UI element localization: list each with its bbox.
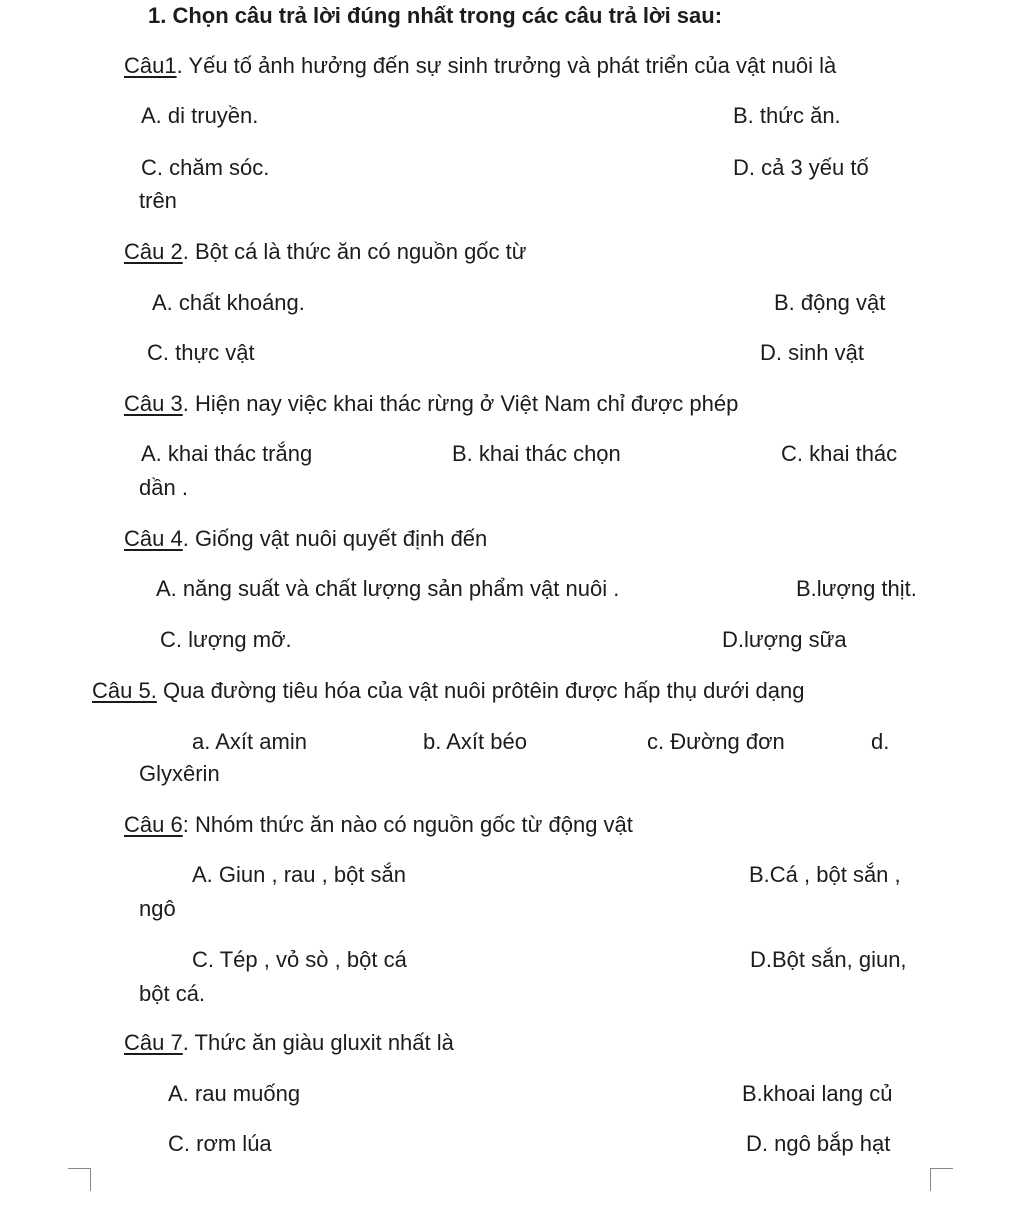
q3-option-a: A. khai thác trắng <box>141 441 313 466</box>
question-text: . Thức ăn giàu gluxit nhất là <box>182 1030 454 1055</box>
q1-option-d-continued: trên <box>139 188 177 213</box>
question-text: Qua đường tiêu hóa của vật nuôi prôtêin được hấp thụ dưới dạng <box>156 678 805 703</box>
q1-option-c: C. chăm sóc. <box>141 155 270 180</box>
q4-option-a: A. năng suất và chất lượng sản phẩm vật nuôi . <box>156 576 620 601</box>
question-text: . Giống vật nuôi quyết định đến <box>182 526 488 551</box>
question-text: . Hiện nay việc khai thác rừng ở Việt Nam chỉ được phép <box>182 391 739 416</box>
question-label: Câu 7 <box>124 1030 183 1055</box>
question-label: Câu 3 <box>124 391 183 416</box>
question-label: Câu 5. <box>92 678 157 703</box>
question-label: Câu 6 <box>124 812 183 837</box>
q5-option-d: d. <box>871 729 890 754</box>
q4-option-c: C. lượng mỡ. <box>160 627 292 652</box>
q4-option-d: D.lượng sữa <box>722 627 847 652</box>
q5-option-d-continued: Glyxêrin <box>139 761 220 786</box>
q2-option-b: B. động vật <box>774 290 886 315</box>
q2-option-a: A. chất khoáng. <box>152 290 305 315</box>
question-7 <box>124 1029 454 1057</box>
q3-option-c: C. khai thác <box>781 441 898 466</box>
q7-option-d: D. ngô bắp hạt <box>746 1131 891 1156</box>
q6-option-b-continued: ngô <box>139 896 176 921</box>
q6-option-b: B.Cá , bột sắn , <box>749 862 901 887</box>
question-4 <box>124 525 487 553</box>
q5-option-c: c. Đường đơn <box>647 729 785 754</box>
q1-option-a: A. di truyền. <box>141 103 259 128</box>
question-1 <box>124 52 836 80</box>
q5-option-b: b. Axít béo <box>423 729 527 754</box>
q1-option-b: B. thức ăn. <box>733 103 841 128</box>
question-label: Câu 4 <box>124 526 183 551</box>
question-5 <box>92 677 805 705</box>
q7-option-c: C. rơm lúa <box>168 1131 272 1156</box>
question-text: . Bột cá là thức ăn có nguồn gốc từ <box>182 239 527 264</box>
page-corner-mark-left <box>68 1168 91 1191</box>
q5-option-a: a. Axít amin <box>192 729 307 754</box>
question-6 <box>124 811 633 839</box>
q7-option-b: B.khoai lang củ <box>742 1081 893 1106</box>
q3-option-b: B. khai thác chọn <box>452 441 621 466</box>
q7-option-a: A. rau muống <box>168 1081 301 1106</box>
q2-option-d: D. sinh vật <box>760 340 864 365</box>
question-text: . Yếu tố ảnh hưởng đến sự sinh trưởng và phát triển của vật nuôi là <box>176 53 837 78</box>
q1-option-d: D. cả 3 yếu tố <box>733 155 869 180</box>
q3-option-c-continued: dần . <box>139 475 188 500</box>
section-heading: 1. Chọn câu trả lời đúng nhất trong các câu trả lời sau: <box>148 3 723 28</box>
q6-option-d-continued: bột cá. <box>139 981 206 1006</box>
question-text: : Nhóm thức ăn nào có nguồn gốc từ động vật <box>182 812 633 837</box>
question-3 <box>124 390 738 418</box>
question-label: Câu1 <box>124 53 177 78</box>
question-2 <box>124 238 527 266</box>
q2-option-c: C. thực vật <box>147 340 255 365</box>
q6-option-a: A. Giun , rau , bột sắn <box>192 862 407 887</box>
q6-option-d: D.Bột sắn, giun, <box>750 947 907 972</box>
q6-option-c: C. Tép , vỏ sò , bột cá <box>192 947 407 972</box>
q4-option-b: B.lượng thịt. <box>796 576 917 601</box>
page-corner-mark-right <box>930 1168 953 1191</box>
question-label: Câu 2 <box>124 239 183 264</box>
